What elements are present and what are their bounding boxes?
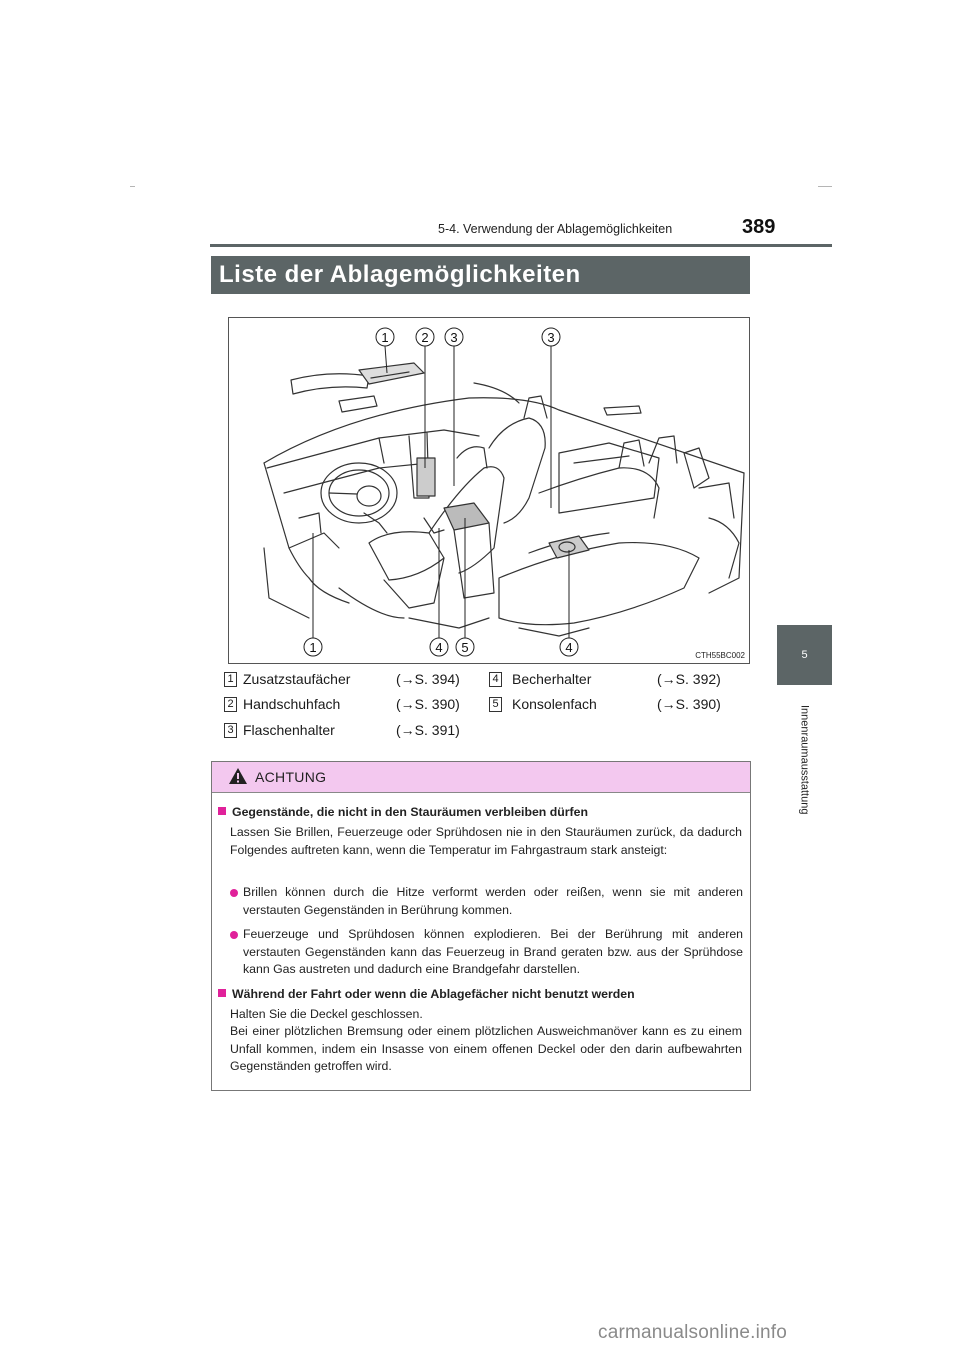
car-interior-drawing	[229, 318, 751, 665]
callout-top-1	[376, 328, 394, 346]
chapter-label: Innenraumausstattung	[798, 705, 811, 815]
caution-section-2-line-2: Bei einer plötzlichen Bremsung oder einem plötzlichen Ausweichmanöver kann es zu einem Unfall kommen, indem ein Insasse von einem offenen Deckel oder den darin aufbewahrten Gegenständen getroffen wird.	[230, 1024, 742, 1073]
legend-label: Zusatzstaufächer	[243, 671, 351, 687]
legend-number: 1	[224, 672, 237, 687]
svg-text:5: 5	[461, 640, 469, 655]
svg-text:1: 1	[309, 640, 317, 655]
caution-section-1-text: Lassen Sie Brillen, Feuerzeuge oder Sprühdosen nie in den Stauräumen zurück, da dadurch Folgendes auftreten kann, wenn die Temperatur im Fahrgastraum stark ansteigt:	[230, 825, 742, 857]
header-rule	[210, 244, 832, 247]
round-bullet-icon	[230, 931, 238, 939]
callout-top-3a	[445, 328, 463, 346]
legend-number: 5	[489, 697, 502, 712]
callout-bottom-5	[456, 638, 474, 656]
crop-mark-left	[130, 186, 135, 187]
square-bullet-icon	[218, 989, 226, 997]
page-number: 389	[742, 216, 776, 238]
legend-label: Flaschenhalter	[243, 722, 335, 738]
legend-page-ref[interactable]: (→S. 390)	[657, 696, 721, 712]
callout-bottom-1	[304, 638, 322, 656]
caution-header	[212, 762, 750, 793]
svg-text:1: 1	[381, 330, 389, 345]
warning-icon	[228, 767, 248, 785]
callout-bottom-4b	[560, 638, 578, 656]
page-title: Liste der Ablagemöglichkeiten	[211, 256, 750, 294]
watermark: carmanualsonline.info	[598, 1322, 788, 1343]
legend-number: 4	[489, 672, 502, 687]
chapter-number: 5	[801, 649, 808, 661]
svg-text:3: 3	[547, 330, 555, 345]
caution-section-2-title: Während der Fahrt oder wenn die Ablagefächer nicht benutzt werden	[218, 986, 635, 1004]
legend-page-ref[interactable]: (→S. 390)	[396, 696, 460, 712]
caution-section-1-title: Gegenstände, die nicht in den Stauräumen verbleiben dürfen	[218, 804, 588, 822]
legend-number: 2	[224, 697, 237, 712]
caution-box	[211, 761, 751, 1091]
svg-text:4: 4	[565, 640, 573, 655]
caution-section-2-line-1: Halten Sie die Deckel geschlossen.	[230, 1007, 423, 1021]
interior-illustration	[228, 317, 750, 664]
square-bullet-icon	[218, 807, 226, 815]
legend-page-ref[interactable]: (→S. 394)	[396, 671, 460, 687]
round-bullet-icon	[230, 889, 238, 897]
caution-bullet-2: Feuerzeuge und Sprühdosen können explodieren. Bei der Berührung mit anderen verstauten Gegenständen kann das Feuerzeug in Brand geraten bzw. aus der Sprühdose kann Gas austreten und dadurch eine Brandgefahr darstellen.	[230, 926, 743, 979]
running-header-section: 5-4. Verwendung der Ablagemöglichkeiten	[438, 222, 673, 236]
legend-label: Handschuhfach	[243, 696, 341, 712]
legend-number: 3	[224, 723, 237, 738]
legend-label: Konsolenfach	[512, 696, 597, 712]
svg-text:2: 2	[421, 330, 429, 345]
callout-top-2	[416, 328, 434, 346]
callout-top-3b	[542, 328, 560, 346]
chapter-tab[interactable]	[777, 625, 832, 685]
callout-bottom-4a	[430, 638, 448, 656]
legend-page-ref[interactable]: (→S. 391)	[396, 722, 460, 738]
legend-label: Becherhalter	[512, 671, 592, 687]
figure-code: CTH55BC002	[695, 651, 745, 660]
caution-bullet-1: Brillen können durch die Hitze verformt werden oder reißen, wenn sie mit anderen verstauten Gegenständen in Berührung kommen.	[230, 884, 743, 919]
svg-text:4: 4	[435, 640, 443, 655]
legend-page-ref[interactable]: (→S. 392)	[657, 671, 721, 687]
crop-mark-right	[818, 186, 832, 187]
svg-text:3: 3	[450, 330, 458, 345]
caution-heading: ACHTUNG	[255, 769, 327, 785]
